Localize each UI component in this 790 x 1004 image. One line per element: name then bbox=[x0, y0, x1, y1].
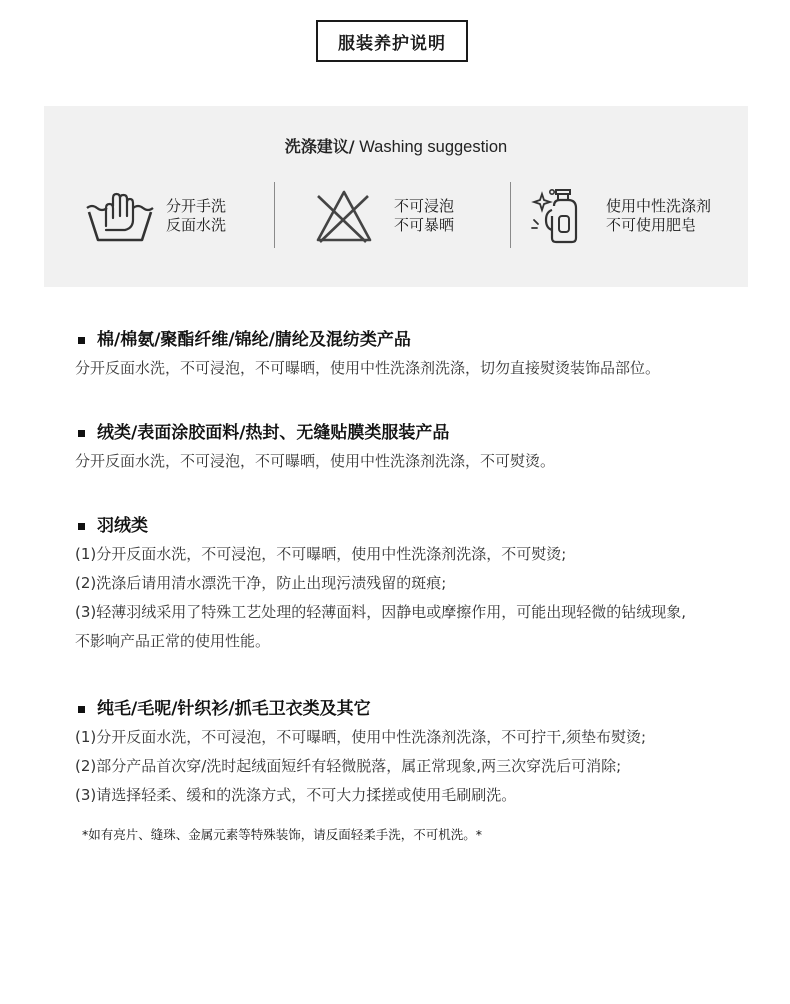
section-line: (2)部分产品首次穿/洗时起绒面短纤有轻微脱落，属正常现象,两三次穿洗后可消除; bbox=[75, 757, 622, 775]
suggestion-detergent bbox=[528, 178, 711, 254]
bullet-icon bbox=[78, 337, 85, 344]
suggestion-hand-wash bbox=[84, 178, 226, 254]
section-line: (1)分开反面水洗，不可浸泡，不可曝晒，使用中性洗涤剂洗涤，不可熨烫; bbox=[75, 545, 567, 563]
care-section-velvet bbox=[75, 421, 775, 476]
suggestion-text: 不可浸泡 不可暴晒 bbox=[394, 197, 455, 234]
divider bbox=[274, 182, 275, 248]
bullet-icon bbox=[78, 430, 85, 437]
detergent-bottle-icon bbox=[528, 186, 600, 246]
section-heading: 羽绒类 bbox=[75, 514, 775, 538]
bullet-icon bbox=[78, 706, 85, 713]
washing-suggestion-panel bbox=[44, 106, 748, 287]
panel-title-en: Washing suggestion bbox=[354, 138, 508, 156]
divider bbox=[510, 182, 511, 248]
section-line: (3)轻薄羽绒采用了特殊工艺处理的轻薄面料，因静电或摩擦作用，可能出现轻微的钻绒现象, bbox=[75, 603, 687, 621]
care-section-down bbox=[75, 514, 775, 656]
section-line: (3)请选择轻柔、缓和的洗涤方式，不可大力揉搓或使用毛刷刷洗。 bbox=[75, 786, 517, 804]
panel-title bbox=[44, 134, 748, 157]
care-section-cotton bbox=[75, 328, 775, 383]
page-title: 服装养护说明 bbox=[316, 20, 468, 62]
section-line: 分开反面水洗，不可浸泡，不可曝晒，使用中性洗涤剂洗涤，切勿直接熨烫装饰品部位。 bbox=[75, 359, 661, 377]
suggestion-text: 分开手洗 反面水洗 bbox=[166, 197, 227, 234]
section-line: 分开反面水洗，不可浸泡，不可曝晒，使用中性洗涤剂洗涤，不可熨烫。 bbox=[75, 452, 556, 470]
suggestion-text: 使用中性洗涤剂 不可使用肥皂 bbox=[606, 197, 712, 234]
section-heading: 纯毛/毛呢/针织衫/抓毛卫衣类及其它 bbox=[75, 697, 775, 721]
section-line: 不影响产品正常的使用性能。 bbox=[75, 632, 271, 650]
panel-title-cn: 洗涤建议/ bbox=[284, 137, 355, 156]
care-section-wool bbox=[75, 697, 775, 810]
hand-wash-icon bbox=[84, 186, 156, 246]
section-heading: 绒类/表面涂胶面料/热封、无缝贴膜类服装产品 bbox=[75, 421, 775, 445]
section-line: (2)洗涤后请用清水漂洗干净，防止出现污渍残留的斑痕; bbox=[75, 574, 447, 592]
section-heading: 棉/棉氨/聚酯纤维/锦纶/腈纶及混纺类产品 bbox=[75, 328, 775, 352]
footnote: *如有亮片、缝珠、金属元素等特殊装饰，请反面轻柔手洗，不可机洗。* bbox=[82, 827, 483, 842]
suggestion-no-soak bbox=[308, 178, 454, 254]
bullet-icon bbox=[78, 523, 85, 530]
no-soak-no-sun-icon bbox=[308, 186, 380, 246]
section-line: (1)分开反面水洗，不可浸泡，不可曝晒，使用中性洗涤剂洗涤，不可拧干,须垫布熨烫; bbox=[75, 728, 647, 746]
